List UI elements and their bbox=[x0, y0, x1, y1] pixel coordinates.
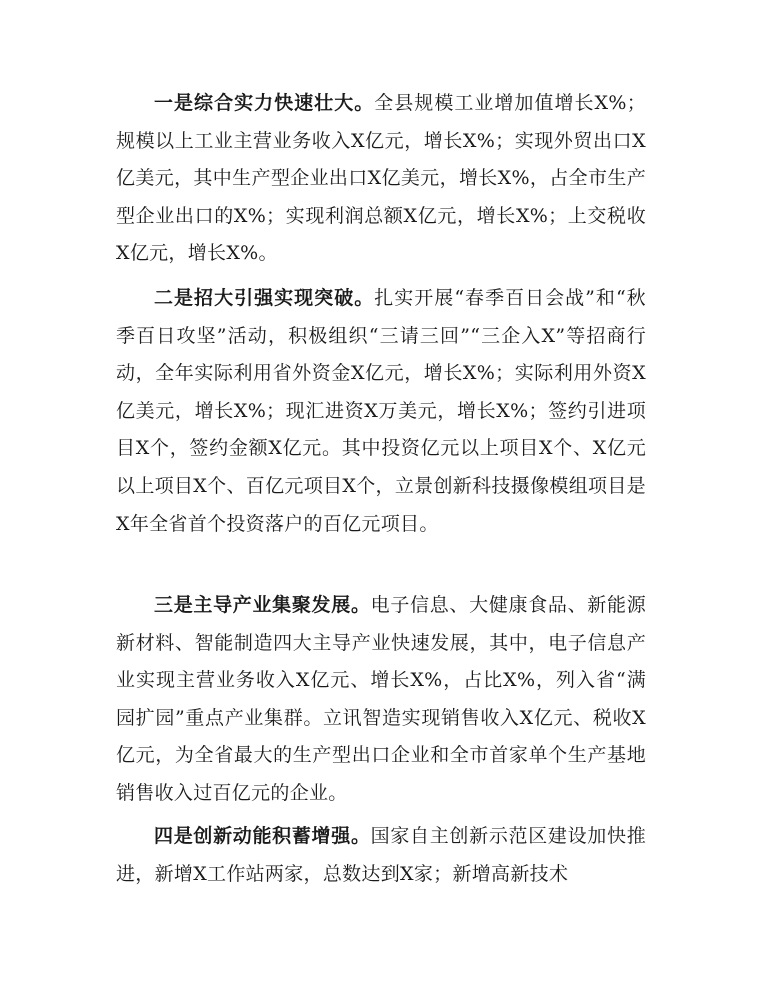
paragraph-investment-attraction bbox=[116, 280, 646, 543]
paragraph-overall-strength bbox=[116, 85, 646, 273]
paragraph-innovation-momentum bbox=[116, 818, 646, 893]
paragraph-body-text: 全县规模工业增加值增长X%；规模以上工业主营业务收入X亿元，增长X%；实现外贸出口X亿美元，其中生产型企业出口X亿美元，增长X%，占全市生产型企业出口的X%；实现利润总额X亿元，增长X%；上交税收X亿元，增长X%。 bbox=[116, 92, 646, 265]
paragraph-body-text: 国家自主创新示范区建设加快推进，新增X工作站两家，总数达到X家；新增高新技术 bbox=[116, 825, 646, 885]
paragraph-lead-heading: 四是创新动能积蓄增强。 bbox=[154, 825, 371, 847]
paragraph-lead-heading: 三是主导产业集聚发展。 bbox=[154, 594, 371, 616]
paragraph-lead-heading: 二是招大引强实现突破。 bbox=[154, 287, 375, 309]
paragraph-lead-heading: 一是综合实力快速壮大。 bbox=[154, 92, 375, 114]
paragraph-leading-industries bbox=[116, 587, 646, 813]
paragraph-body-text: 扎实开展“春季百日会战”和“秋季百日攻坚”活动，积极组织“三请三回”“三企入X”等招商行动，全年实际利用省外资金X亿元，增长X%；实际利用外资X亿美元，增长X%；现汇进资X万美元，增长X%；签约引进项目X个，签约金额X亿元。其中投资亿元以上项目X个、X亿元以上项目X个、百亿元项目X个，立景创新科技摄像模组项目是X年全省首个投资落户的百亿元项目。 bbox=[116, 287, 646, 535]
paragraph-body-text: 电子信息、大健康食品、新能源新材料、智能制造四大主导产业快速发展，其中，电子信息产业实现主营业务收入X亿元、增长X%，占比X%，列入省“满园扩园”重点产业集群。立讯智造实现销售收入X亿元、税收X亿元，为全省最大的生产型出口企业和全市首家单个生产基地销售收入过百亿元的企业。 bbox=[116, 594, 646, 804]
